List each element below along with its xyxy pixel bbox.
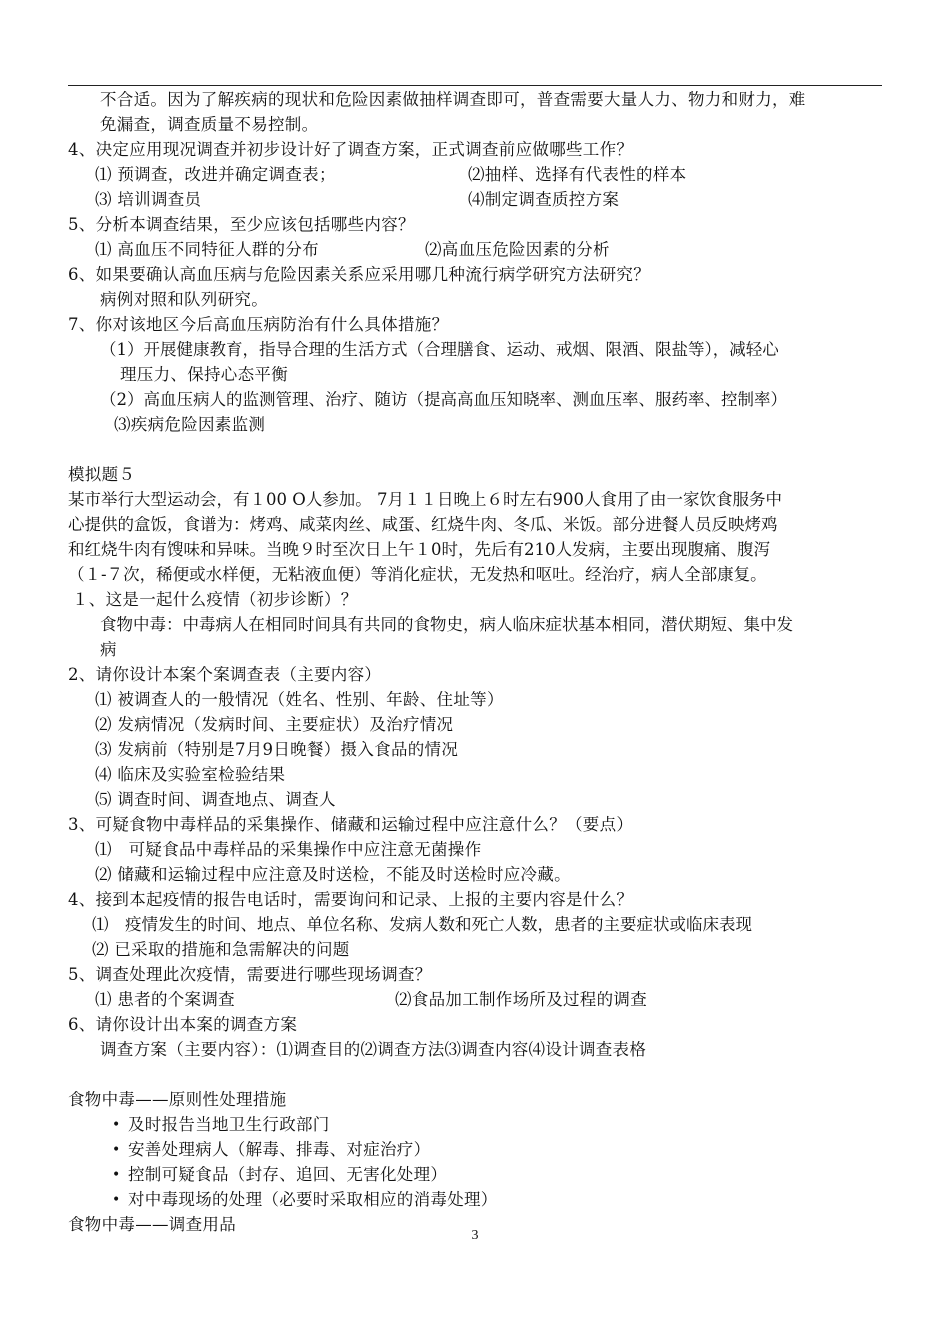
- case-text: （１-７次，稀便或水样便，无粘液血便）等消化症状，无发热和呕吐。经治疗，病人全部康复。: [68, 565, 767, 584]
- answer-item: ⑵食品加工制作场所及过程的调查: [395, 990, 647, 1009]
- answer-text: 调查方案（主要内容）：⑴调查目的⑵调查方法⑶调查内容⑷设计调查表格: [100, 1040, 647, 1059]
- answer-item: ⑶ 发病前（特别是7月9日晚餐）摄入食品的情况: [95, 740, 459, 759]
- bullet-icon: •: [112, 1167, 121, 1183]
- case-text: 心提供的盒饭，食谱为：烤鸡、咸菜肉丝、咸蛋、红烧牛肉、冬瓜、米饭。部分进餐人员反映烤鸡: [68, 515, 778, 534]
- answer-item: ⑴ 患者的个案调查: [95, 990, 235, 1009]
- answer-text: 食物中毒：中毒病人在相同时间具有共同的食物史，病人临床症状基本相同，潜伏期短、集中发: [100, 615, 793, 634]
- question-3: 3、可疑食物中毒样品的采集操作、储藏和运输过程中应注意什么？（要点）: [68, 815, 634, 834]
- answer-text: 病: [100, 640, 117, 659]
- answer-item: ⑷制定调查质控方案: [468, 190, 620, 209]
- answer-text: 病例对照和队列研究。: [100, 290, 268, 309]
- section-title: 模拟题５: [68, 465, 136, 484]
- question-4: 4、决定应用现况调查并初步设计好了调查方案，正式调查前应做哪些工作？: [68, 140, 634, 159]
- question-6: 6、如果要确认高血压病与危险因素关系应采用哪几种流行病学研究方法研究？: [68, 265, 650, 284]
- question-7: 7、你对该地区今后高血压病防治有什么具体措施？: [68, 315, 449, 334]
- answer-item: ⑷ 临床及实验室检验结果: [95, 765, 286, 784]
- question-4: 4、接到本起疫情的报告电话时，需要询问和记录、上报的主要内容是什么？: [68, 890, 634, 909]
- answer-item: ⑵ 储藏和运输过程中应注意及时送检，不能及时送检时应冷藏。: [95, 865, 571, 884]
- bullet-item: 对中毒现场的处理（必要时采取相应的消毒处理）: [128, 1190, 498, 1209]
- bullet-icon: •: [112, 1192, 121, 1208]
- bullet-item: 及时报告当地卫生行政部门: [128, 1115, 330, 1134]
- answer-item: （2）高血压病人的监测管理、治疗、随访（提高高血压知晓率、测血压率、服药率、控制率）: [100, 390, 787, 409]
- text-line: 免漏查，调查质量不易控制。: [100, 115, 319, 134]
- text-line: 不合适。因为了解疾病的现状和危险因素做抽样调查即可，普查需要大量人力、物力和财力，难: [100, 90, 806, 109]
- answer-item: ⑸ 调查时间、调查地点、调查人: [95, 790, 336, 809]
- subsection-title: 食物中毒——调查用品: [68, 1215, 236, 1234]
- answer-item-cont: 理压力、保持心态平衡: [120, 365, 288, 384]
- question-6: 6、请你设计出本案的调查方案: [68, 1015, 298, 1034]
- answer-item: ⑴ 预调查，改进并确定调查表；: [95, 165, 336, 184]
- answer-item: ⑴ 可疑食品中毒样品的采集操作中应注意无菌操作: [95, 840, 482, 859]
- question-5: 5、分析本调查结果，至少应该包括哪些内容？: [68, 215, 415, 234]
- case-text: 某市举行大型运动会，有１00 O人参加。 7月１１日晚上６时左右900人食用了由一家饮食服务中: [68, 490, 783, 509]
- question-2: 2、请你设计本案个案调查表（主要内容）: [68, 665, 382, 684]
- question-5: 5、调查处理此次疫情，需要进行哪些现场调查？: [68, 965, 432, 984]
- header-rule: [68, 85, 882, 86]
- bullet-icon: •: [112, 1142, 121, 1158]
- answer-item: ⑵高血压危险因素的分析: [425, 240, 610, 259]
- answer-item: ⑶疾病危险因素监测: [114, 415, 266, 434]
- question-1: １、这是一起什么疫情（初步诊断）？: [72, 590, 358, 609]
- answer-item: （1）开展健康教育，指导合理的生活方式（合理膳食、运动、戒烟、限酒、限盐等），减轻心: [100, 340, 779, 359]
- case-text: 和红烧牛肉有馊味和异味。当晚９时至次日上午１0时，先后有210人发病，主要出现腹痛、腹泻: [68, 540, 770, 559]
- answer-item: ⑶ 培训调查员: [95, 190, 202, 209]
- answer-item: ⑵ 发病情况（发病时间、主要症状）及治疗情况: [95, 715, 454, 734]
- answer-item: ⑴ 疫情发生的时间、地点、单位名称、发病人数和死亡人数，患者的主要症状或临床表现: [92, 915, 752, 934]
- bullet-item: 安善处理病人（解毒、排毒、对症治疗）: [128, 1140, 431, 1159]
- answer-item: ⑵抽样、选择有代表性的样本: [468, 165, 687, 184]
- answer-item: ⑵ 已采取的措施和急需解决的问题: [92, 940, 350, 959]
- page-number: 3: [471, 1228, 479, 1243]
- bullet-item: 控制可疑食品（封存、追回、无害化处理）: [128, 1165, 448, 1184]
- answer-item: ⑴ 高血压不同特征人群的分布: [95, 240, 319, 259]
- answer-item: ⑴ 被调查人的一般情况（姓名、性别、年龄、住址等）: [95, 690, 504, 709]
- subsection-title: 食物中毒——原则性处理措施: [68, 1090, 287, 1109]
- bullet-icon: •: [112, 1117, 121, 1133]
